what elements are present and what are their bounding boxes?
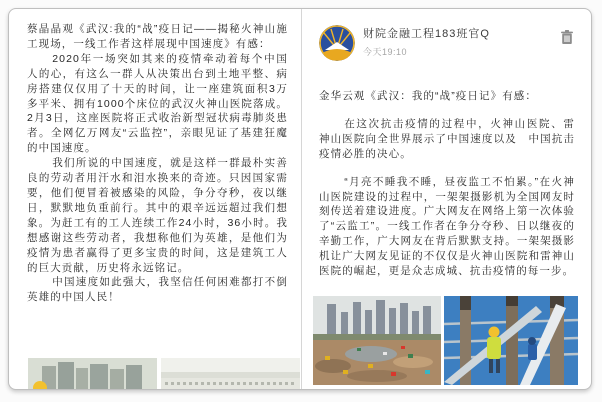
- construction-site-photo[interactable]: [313, 296, 441, 385]
- post-header: [303, 9, 591, 77]
- post-timestamp: 今天19:10: [363, 47, 408, 57]
- author-name[interactable]: 财院金融工程183班官Q: [363, 28, 490, 40]
- left-diary-paragraph: 中国速度如此强大，我坚信任何困难都打不倒英雄的中国人民！: [27, 276, 288, 304]
- left-diary-paragraph: 2020年一场突如其来的疫情牵动着每个中国人的心，有这么一群人从决策出台到土地平整、病房搭建仅仅用了十天的时间，让一座建筑面积3万多平米、拥有1000个床位的武汉火神山医院落成。2月3日，这座医院将正式收治新型冠状病毒肺炎患者。全网亿万网友“云监控”，亲眼见证了基建狂魔的中国速度。: [27, 52, 288, 155]
- left-diary-page: [9, 9, 302, 389]
- diary-two-page-card: [8, 8, 592, 390]
- steel-worker-photo[interactable]: [444, 296, 578, 385]
- left-diary-title: 蔡晶晶观《武汉:我的“战”疫日记——揭秘火神山施工现场，一线工作者这样展现中国速度》有感：: [27, 23, 288, 50]
- post-title: 金华云观《武汉：我的“战”疫日记》有感：: [319, 90, 537, 102]
- post-body-text: [303, 77, 591, 279]
- left-diary-paragraph: 我们所说的中国速度，就是这样一群最朴实善良的劳动者用汗水和泪水换来的奇迹。只因国家需要，他们便冒着被感染的风险，争分夺秒，夜以继日，默默地负重前行。其中的艰辛远远超过我们想象。为赶工有的工人连续工作24小时，36小时。我想感谢这些劳动者，我想称他们为英雄，是他们为疫情为患者赢得了更多宝贵的时间，这是建筑工人的巨大贡献，历史将永远铭记。: [27, 157, 288, 274]
- left-diary-text: [27, 22, 288, 305]
- author-block: [363, 27, 490, 58]
- workers-helmets-photo: [28, 358, 157, 390]
- hospital-building-photo: [161, 358, 300, 390]
- post-paragraph: “月亮不睡我不睡，昼夜监工不怕累。”在火神山医院建设的过程中，一架架摄影机为全国网友时刻传送着建设进度。广大网友在网络上第一次体验了“云监工”。一线工作者在争分夺秒、日以继夜的辛勤工作，广大网友在背后默默支持。一架架摄影机让广大网友见证的不仅仅是火神山医院和雷神山医院的崛起，更是众志成城、抗击疫情的每一步。: [319, 175, 575, 278]
- trash-icon[interactable]: [559, 29, 575, 45]
- post-paragraph: 在这次抗击疫情的过程中，火神山医院、雷神山医院向全世界展示了中国速度以及 中国抗击疫情必胜的决心。: [319, 117, 575, 160]
- school-emblem-avatar-icon[interactable]: [319, 25, 355, 61]
